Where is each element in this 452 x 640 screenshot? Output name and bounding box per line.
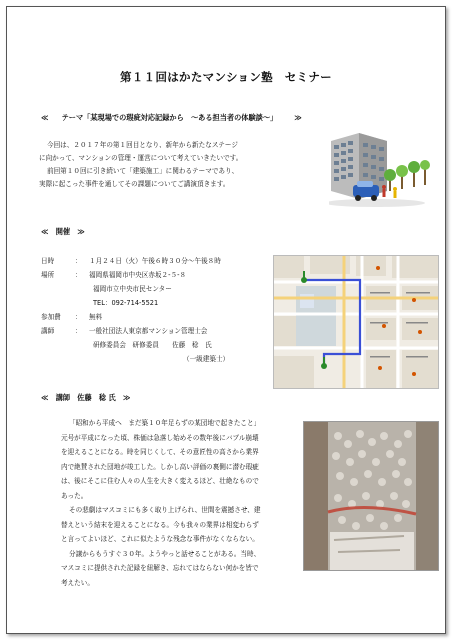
theme-line-1: 今回は、２０１７年の第１回目となり、新年から新たなステージ	[47, 141, 238, 149]
lecturer-body-line: と言ってよいほど、これに似たような残念な事件がなくならない。	[61, 535, 259, 543]
location-map	[273, 255, 439, 389]
event-heading: ≪ 開催 ≫	[41, 227, 85, 236]
venue-address: 福岡県福岡市中央区赤坂２-５-８	[89, 271, 187, 279]
datetime-colon: ：	[75, 257, 82, 265]
theme-line-4: 実際に起こった事件を通してその課題についてご講演頂きます。	[39, 180, 230, 188]
event-row-fee	[41, 311, 102, 323]
fee-colon: ：	[75, 313, 82, 321]
venue-name: 福岡市立中央市民センター	[93, 285, 172, 293]
lecturer-body-line: マスコミに提供された記録を紐解き、忘れてはならない何かを皆で	[61, 564, 259, 572]
lecturer-body-line: 内で絶賛された団地が竣工した。しかし高い評価の裏側に潜む瑕疵	[61, 462, 259, 471]
event-row-datetime	[41, 255, 221, 267]
lecturer-heading: ≪ 講師 佐藤 稔 氏 ≫	[41, 393, 131, 402]
lecturer-qualification: （一級建築士）	[183, 355, 230, 363]
fee-label: 参加費	[41, 313, 61, 321]
event-row-lecturer	[41, 325, 207, 337]
page-title: 第１１回はかたマンション塾 セミナー	[120, 70, 332, 84]
theme-heading-close: ≫	[294, 113, 302, 122]
datetime-value: １月２４日（火）午後６時３０分～午後８時	[89, 257, 221, 265]
fee-value: 無料	[89, 313, 103, 321]
venue-colon: ：	[75, 271, 82, 279]
lecturer-body-line: あった。	[61, 491, 88, 500]
lecturer-label: 講師	[41, 327, 55, 335]
lecturer-colon: ：	[75, 327, 82, 335]
theme-line-2: に向かって、マンションの管理・運営について考えていきたいです。	[39, 154, 243, 162]
lecturer-role: 研修委員会 研修委員 佐藤 稔 氏	[93, 341, 212, 349]
theme-heading	[41, 111, 302, 124]
lecturer-body-line: 「昭和から平成へ まだ築１０年足らずの某団地で起きたこと」	[69, 419, 261, 427]
lecturer-org: 一般社団法人東京都マンション管理士会	[89, 327, 208, 335]
event-row-venue	[41, 269, 186, 281]
venue-tel: TEL：092-714-5521	[93, 299, 159, 307]
lecturer-body-line: 元号が平成になった頃、株価は急落し始めその数年後にバブル崩壊	[61, 433, 259, 442]
theme-heading-text: テーマ「某現場での瑕疵対応記録から ～ある担当者の体験談～」	[61, 113, 278, 122]
venue-label: 場所	[41, 271, 55, 279]
theme-heading-open: ≪	[41, 113, 49, 122]
datetime-label: 日時	[41, 257, 55, 265]
lecturer-body-line: 考えたい。	[61, 578, 94, 587]
building-illustration	[329, 129, 433, 209]
theme-line-3: 前回第１０回に引き続いて「建築施工」に関わるテーマであり、	[47, 167, 239, 175]
lecturer-body-line: を迎えることになる。時を同じくして、その意匠性の高さから業界	[61, 448, 259, 456]
flyer-page	[6, 6, 446, 634]
lecturer-body-line: 分譲からもうすぐ３０年。ようやっと話せることがある。当時、	[69, 549, 261, 558]
lecturer-body-line: 替えという結末を迎えることになる。今も我々の業界は相変わらず	[61, 520, 259, 529]
defect-photo	[303, 421, 439, 571]
lecturer-body-line: その悲劇はマスコミにも多く取り上げられ、世間を震撼させ、建	[69, 506, 261, 514]
lecturer-body-line: は、後にそこに住む人々の人生を大きく変えるほど、壮絶なもので	[61, 477, 259, 485]
